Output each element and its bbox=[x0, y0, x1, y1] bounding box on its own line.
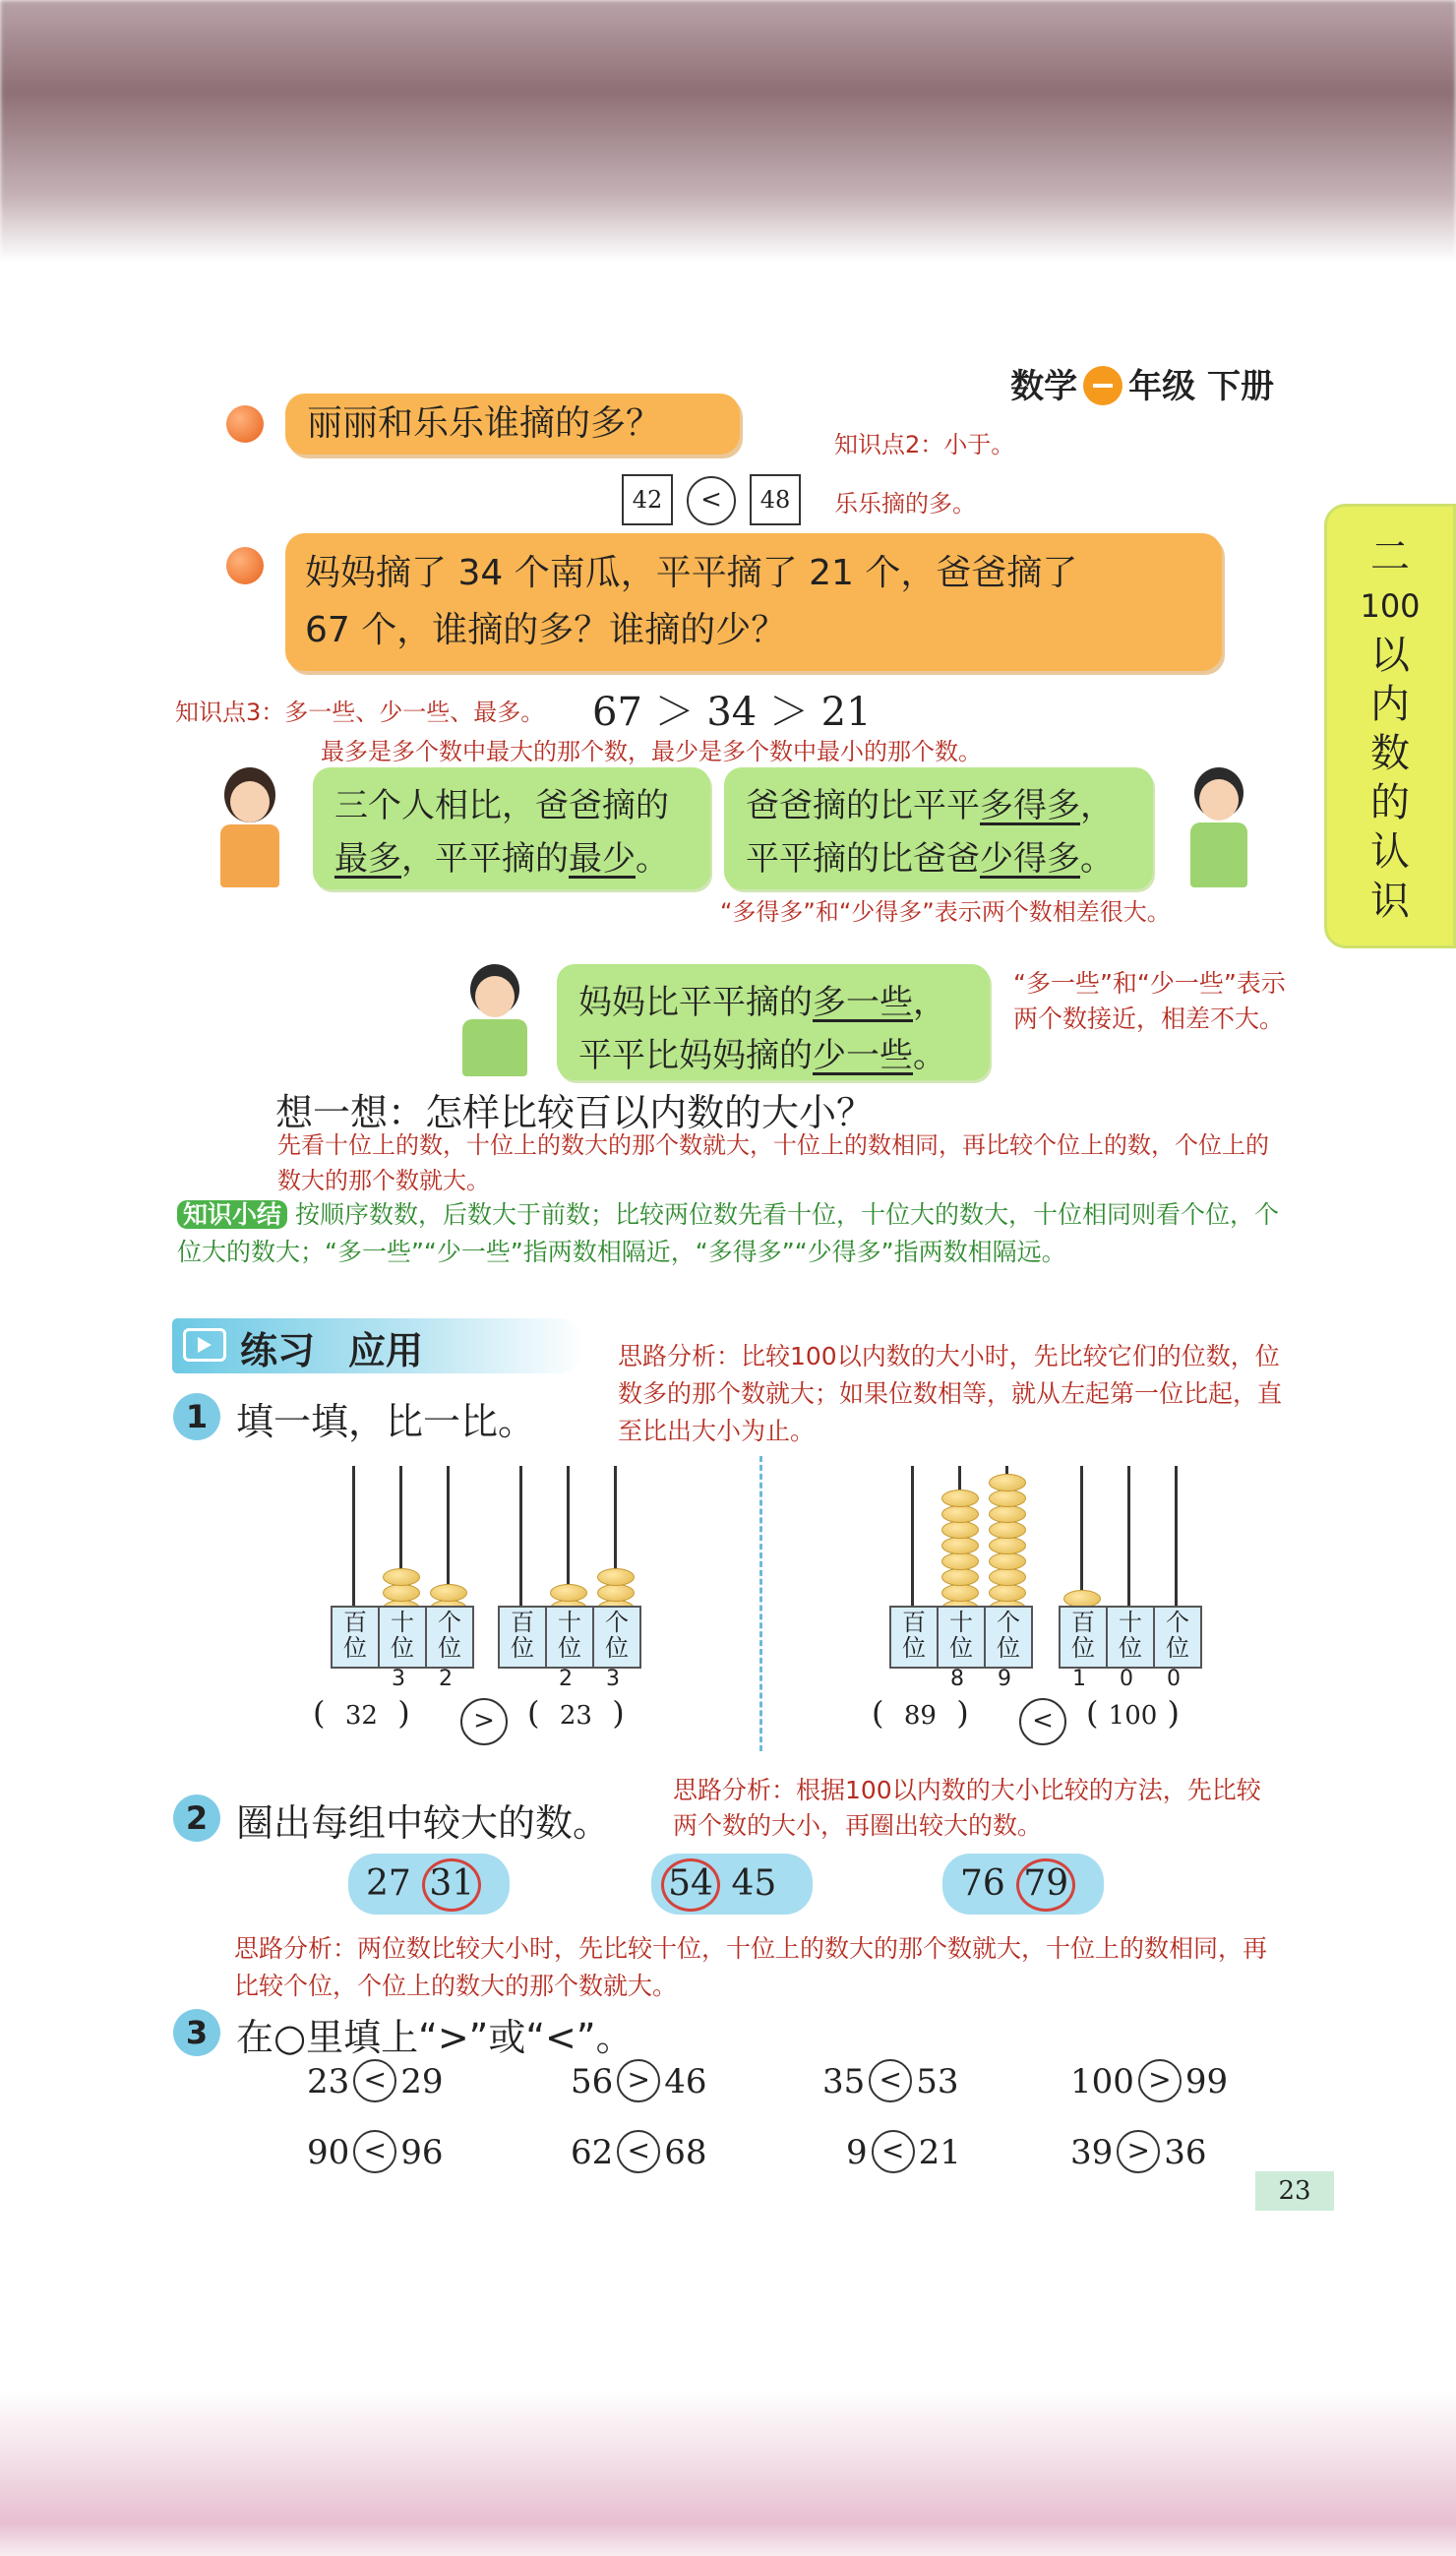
exercise-2-badge: 2 bbox=[173, 1795, 220, 1842]
practice-analysis: 思路分析：比较100以内数的大小时，先比较它们的位数，位数多的那个数就大；如果位数相等，就从左起第一位比起，直至比出大小为止。 bbox=[618, 1342, 1283, 1445]
answer-a-value: 32 bbox=[344, 1701, 378, 1731]
cmp-symbol: < bbox=[869, 2059, 912, 2102]
speech-bubble-girl bbox=[313, 767, 710, 889]
play-icon bbox=[183, 1328, 226, 1362]
bubble2-note: “多得多”和“少得多”表示两个数相差很大。 bbox=[720, 898, 1171, 926]
answer-c bbox=[872, 1694, 969, 1732]
group-2-a-circled: 54 bbox=[661, 1858, 720, 1912]
answer-ab-symbol: > bbox=[460, 1698, 508, 1745]
group-3-pill bbox=[942, 1854, 1104, 1915]
exercise-3-title: 在○里填上“>”或“<”。 bbox=[236, 2016, 634, 2059]
summary-text: 按顺序数数，后数大于前数；比较两位数先看十位，十位大的数大，十位相同则看个位，个位大的数大；“多一些”“少一些”指两数相隔近，“多得多”“少得多”指两数相隔远。 bbox=[177, 1200, 1279, 1266]
blurred-bottom-band bbox=[0, 2391, 1456, 2556]
practice-banner-label-2: 应用 bbox=[348, 1329, 424, 1372]
bullet-icon bbox=[226, 547, 264, 584]
bubble1-text-b: ，平平摘的 bbox=[401, 839, 569, 879]
practice-banner-label: 练习 bbox=[240, 1329, 316, 1372]
question-2-line-1: 妈妈摘了 34 个南瓜，平平摘了 21 个，爸爸摘了 bbox=[305, 553, 1078, 593]
cmp-symbol: < bbox=[617, 2130, 660, 2173]
bubble3-a-bit-less: 少一些 bbox=[813, 1036, 913, 1075]
cmp-symbol: > bbox=[1138, 2059, 1182, 2102]
place-ones: 个位 bbox=[1166, 1609, 1189, 1662]
cmp-num-b: 99 bbox=[1184, 2062, 1229, 2101]
bubble3-a-bit-more: 多一些 bbox=[813, 983, 913, 1022]
digit-tens: 0 bbox=[1120, 1667, 1133, 1691]
place-hundreds: 百位 bbox=[333, 1608, 380, 1667]
answer-d bbox=[1086, 1694, 1180, 1732]
place-tens: 十位 bbox=[939, 1608, 986, 1667]
cmp-r2-2 bbox=[571, 2133, 707, 2176]
exercise-1-title: 填一填，比一比。 bbox=[236, 1400, 536, 1443]
cmp-symbol: < bbox=[353, 2059, 396, 2102]
exercise-2-analysis: 思路分析：根据100以内数的大小比较的方法，先比较两个数的大小，再圈出较大的数。 bbox=[673, 1776, 1261, 1840]
boy-character-illustration-2 bbox=[455, 964, 543, 1082]
chapter-title-0: 100 bbox=[1360, 587, 1421, 625]
chapter-side-tab bbox=[1324, 504, 1456, 948]
cmp-num-b: 36 bbox=[1164, 2133, 1207, 2172]
blurred-top-band bbox=[0, 0, 1456, 261]
abacus-b bbox=[498, 1466, 645, 1692]
chapter-title-6: 识 bbox=[1370, 879, 1410, 924]
chapter-title-2: 内 bbox=[1370, 682, 1410, 727]
place-hundreds: 百位 bbox=[1061, 1608, 1108, 1667]
cmp-num-b: 53 bbox=[916, 2062, 959, 2101]
abacus-d bbox=[1059, 1466, 1206, 1692]
bubble3-text-a: 妈妈比平平摘的 bbox=[578, 983, 813, 1022]
cmp-r1-2 bbox=[571, 2062, 707, 2105]
paren-close: ) bbox=[397, 1694, 410, 1732]
knowledge-note-2: 知识点2：小于。 bbox=[834, 431, 1015, 458]
digit-tens: 2 bbox=[559, 1667, 573, 1691]
paren-open: ( bbox=[1086, 1694, 1099, 1732]
page-header bbox=[1010, 359, 1274, 408]
answer-cd-symbol: < bbox=[1019, 1698, 1066, 1745]
place-hundreds: 百位 bbox=[891, 1608, 939, 1667]
question-2-line-2: 67 个，谁摘的多？谁摘的少？ bbox=[305, 610, 787, 650]
paren-open: ( bbox=[872, 1694, 884, 1732]
bubble1-most: 最多 bbox=[334, 839, 401, 879]
group-1-a: 27 bbox=[366, 1863, 411, 1904]
bubble2-much-more: 多得多 bbox=[980, 786, 1080, 825]
bubble2-text-d: 。 bbox=[1080, 839, 1114, 879]
paren-open: ( bbox=[527, 1694, 540, 1732]
bubble2-text-c: 平平摘的比爸爸 bbox=[746, 839, 980, 879]
q2-explanation: 最多是多个数中最大的那个数，最少是多个数中最小的那个数。 bbox=[321, 738, 982, 765]
compare-circle: < bbox=[687, 476, 736, 525]
paren-open: ( bbox=[313, 1694, 326, 1732]
answer-a bbox=[313, 1694, 410, 1732]
page-number: 23 bbox=[1255, 2171, 1334, 2211]
bubble3-text-d: 。 bbox=[913, 1036, 946, 1075]
group-2-pill bbox=[651, 1854, 813, 1915]
bubble3-text-c: 平平比妈妈摘的 bbox=[578, 1036, 813, 1075]
bubble1-text-a: 三个人相比，爸爸摘的 bbox=[334, 786, 669, 825]
speech-bubble-boy-2 bbox=[557, 964, 990, 1080]
bubble3-note: “多一些”和“少一些”表示两个数接近，相差不大。 bbox=[1013, 969, 1286, 1033]
q2-compare-chain: 67 ＞ 34 ＞ 21 bbox=[592, 690, 872, 735]
subject-label: 数学 bbox=[1010, 367, 1078, 406]
cmp-num-a: 9 bbox=[846, 2133, 868, 2172]
cmp-symbol: < bbox=[872, 2130, 915, 2173]
digit-ones: 0 bbox=[1167, 1667, 1181, 1691]
bubble1-least: 最少 bbox=[569, 839, 636, 879]
bullet-icon bbox=[226, 405, 264, 443]
paren-close: ) bbox=[612, 1694, 625, 1732]
compare-box-right: 48 bbox=[750, 474, 801, 525]
paren-close: ) bbox=[956, 1694, 969, 1732]
summary-badge: 知识小结 bbox=[177, 1200, 287, 1229]
exercise-1-badge: 1 bbox=[173, 1393, 220, 1440]
group-1-b-circled: 31 bbox=[422, 1858, 481, 1912]
group-3-b-circled: 79 bbox=[1016, 1858, 1075, 1912]
bubble2-text-b: ， bbox=[1080, 786, 1114, 825]
exercise-3-badge: 3 bbox=[173, 2009, 220, 2056]
cmp-num-a: 56 bbox=[571, 2062, 614, 2101]
answer-d-value: 100 bbox=[1108, 1701, 1158, 1731]
chapter-title-3: 数 bbox=[1370, 731, 1410, 776]
place-hundreds: 百位 bbox=[500, 1608, 547, 1667]
paren-close: ) bbox=[1167, 1694, 1180, 1732]
place-tens: 十位 bbox=[380, 1608, 427, 1667]
cmp-symbol: < bbox=[353, 2130, 396, 2173]
cmp-num-b: 46 bbox=[664, 2062, 707, 2101]
grade-label: 年级 bbox=[1128, 367, 1196, 406]
cmp-num-b: 21 bbox=[918, 2133, 961, 2172]
question-2-bubble bbox=[285, 533, 1222, 671]
exercise-2-title: 圈出每组中较大的数。 bbox=[236, 1801, 611, 1845]
speech-bubble-boy bbox=[724, 767, 1153, 889]
cmp-r1-4 bbox=[1070, 2062, 1228, 2105]
cmp-symbol: > bbox=[1117, 2130, 1160, 2173]
think-title: 想一想：怎样比较百以内数的大小？ bbox=[275, 1091, 875, 1134]
group-3-a: 76 bbox=[960, 1863, 1005, 1904]
answer-b-value: 23 bbox=[559, 1701, 592, 1731]
cmp-r1-3 bbox=[822, 2062, 959, 2105]
girl-character-illustration bbox=[207, 767, 295, 895]
q1-answer: 乐乐摘的多。 bbox=[834, 490, 976, 517]
exercise-2-analysis-2: 思路分析：两位数比较大小时，先比较十位，十位上的数大的那个数就大，十位上的数相同，再比较个位，个位上的数大的那个数就大。 bbox=[234, 1934, 1268, 2000]
cmp-symbol: > bbox=[617, 2059, 660, 2102]
digit-ones: 9 bbox=[998, 1667, 1011, 1691]
knowledge-note-3: 知识点3：多一些、少一些、最多。 bbox=[175, 699, 545, 726]
cmp-num-b: 29 bbox=[400, 2062, 444, 2101]
grade-one-icon bbox=[1083, 366, 1122, 405]
cmp-num-b: 68 bbox=[664, 2133, 707, 2172]
abacus-a bbox=[331, 1466, 478, 1692]
place-ones: 个位 bbox=[605, 1609, 629, 1662]
chapter-title-4: 的 bbox=[1370, 780, 1410, 825]
chapter-number: 二 bbox=[1370, 534, 1410, 579]
bubble2-much-less: 少得多 bbox=[980, 839, 1080, 879]
cmp-num-b: 96 bbox=[400, 2133, 444, 2172]
digit-ones: 3 bbox=[606, 1667, 620, 1691]
cmp-num-a: 23 bbox=[307, 2062, 350, 2101]
divider bbox=[759, 1456, 762, 1751]
group-2-b: 45 bbox=[731, 1863, 777, 1904]
digit-tens: 3 bbox=[392, 1667, 405, 1691]
cmp-r1-1 bbox=[307, 2062, 444, 2105]
volume-label: 下册 bbox=[1207, 367, 1274, 406]
cmp-r2-3 bbox=[846, 2133, 961, 2176]
answer-b bbox=[527, 1694, 625, 1732]
cmp-num-a: 39 bbox=[1070, 2133, 1114, 2172]
place-ones: 个位 bbox=[997, 1609, 1020, 1662]
chapter-title-5: 认 bbox=[1370, 829, 1410, 875]
place-ones: 个位 bbox=[438, 1609, 461, 1662]
cmp-num-a: 35 bbox=[822, 2062, 866, 2101]
bubble2-text-a: 爸爸摘的比平平 bbox=[746, 786, 980, 825]
chapter-title-1: 以 bbox=[1370, 633, 1410, 678]
boy-character-illustration bbox=[1181, 767, 1259, 895]
think-answer: 先看十位上的数，十位上的数大的那个数就大，十位上的数相同，再比较个位上的数，个位上的数大的那个数就大。 bbox=[277, 1131, 1269, 1194]
place-tens: 十位 bbox=[1108, 1608, 1155, 1667]
knowledge-summary bbox=[177, 1196, 1279, 1271]
cmp-num-a: 100 bbox=[1070, 2062, 1134, 2101]
cmp-num-a: 90 bbox=[307, 2133, 350, 2172]
digit-hundreds: 1 bbox=[1072, 1667, 1086, 1691]
cmp-r2-4 bbox=[1070, 2133, 1207, 2176]
question-1-bubble: 丽丽和乐乐谁摘的多？ bbox=[285, 394, 740, 455]
digit-tens: 8 bbox=[950, 1667, 964, 1691]
compare-box-left: 42 bbox=[622, 474, 673, 525]
bubble1-text-c: 。 bbox=[636, 839, 669, 879]
place-tens: 十位 bbox=[547, 1608, 594, 1667]
cmp-r2-1 bbox=[307, 2133, 444, 2176]
answer-c-value: 89 bbox=[903, 1701, 937, 1731]
cmp-num-a: 62 bbox=[571, 2133, 614, 2172]
bubble3-text-b: ， bbox=[913, 983, 946, 1022]
digit-ones: 2 bbox=[439, 1667, 453, 1691]
group-1-pill bbox=[348, 1854, 510, 1915]
abacus-c bbox=[889, 1466, 1037, 1692]
